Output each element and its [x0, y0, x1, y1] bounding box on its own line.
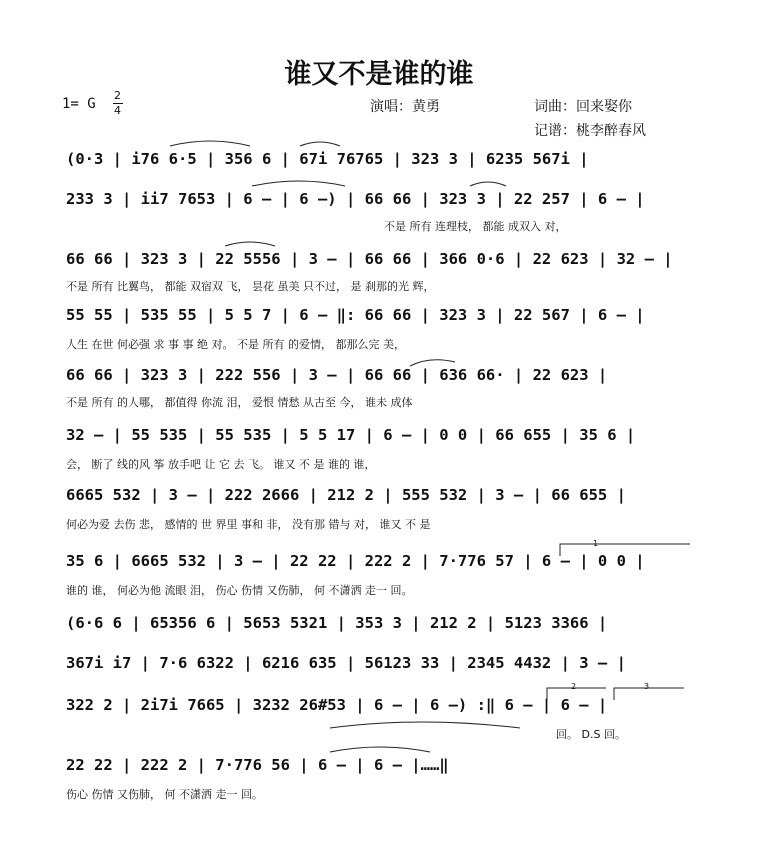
score-row-12	[0, 756, 758, 812]
song-title: 谁又不是谁的谁	[284, 59, 474, 90]
music-line: 32 – | 55 535 | 55 535 | 5 5 17 | 6 – | 0 0 | 66 655 | 35 6 |	[66, 426, 636, 444]
music-line: 66 66 | 323 3 | 222 556 | 3 – | 66 66 | 636 66· | 22 623 |	[66, 366, 608, 384]
music-line: 66 66 | 323 3 | 22 5556 | 3 – | 66 66 | 366 0·6 | 22 623 | 32 – |	[66, 250, 673, 268]
key-signature: 1= G	[62, 96, 96, 112]
score-row-4	[0, 306, 758, 362]
music-line: 35 6 | 6665 532 | 3 – | 22 22 | 222 2 | 7·776 57 | 6 – | 0 0 |	[66, 552, 645, 570]
volta-1-label: 1	[593, 539, 599, 548]
lyric-line: 人生 在世 何必强 求 事 事 绝 对。 不是 所有 的爱情， 都那么完 美，	[66, 338, 405, 351]
volta-2-label: 2	[571, 682, 577, 691]
music-line: (0·3 | i76 6·5 | 356 6 | 67i 76765 | 323 3 | 6235 567i |	[66, 150, 589, 168]
volta-3-label: 3	[644, 682, 650, 691]
lyric-line: 回。 D.S 回。	[556, 728, 626, 741]
music-line: (6·6 6 | 65356 6 | 5653 5321 | 353 3 | 212 2 | 5123 3366 |	[66, 614, 608, 632]
lyric-line: 不是 所有 比翼鸟， 都能 双宿双 飞， 昙花 虽美 只不过， 是 刹那的光 辉，	[66, 280, 435, 293]
music-line: 322 2 | 2i7i 7665 | 3232 26#53 | 6 – | 6 –) :‖ 6 – | 6 – |	[66, 696, 608, 714]
slur	[300, 142, 340, 146]
score-row-8	[0, 552, 758, 608]
score-row-6	[0, 426, 758, 482]
music-line: 55 55 | 535 55 | 5 5 7 | 6 – ‖: 66 66 | 323 3 | 22 567 | 6 – |	[66, 306, 645, 324]
lyric-line: 伤心 伤情 又伤肺， 何 不潇洒 走一 回。	[66, 788, 263, 801]
lyric-line: 会， 断了 线的风 筝 放手吧 让 它 去 飞。 谁又 不 是 谁的 谁，	[66, 458, 376, 471]
score-row-2	[0, 190, 758, 246]
songwriter-credit: 词曲：回来娶你	[534, 99, 632, 115]
time-signature-top: 2	[114, 89, 121, 102]
music-line: 6665 532 | 3 – | 222 2666 | 212 2 | 555 532 | 3 – | 66 655 |	[66, 486, 626, 504]
music-line: 367i i7 | 7·6 6322 | 6216 635 | 56123 33 | 2345 4432 | 3 – |	[66, 654, 626, 672]
lyric-line: 不是 所有 的人哪， 都值得 你流 泪， 爱恨 情愁 从古至 今， 谁未 成体	[66, 396, 413, 409]
music-line: 22 22 | 222 2 | 7·776 56 | 6 – | 6 – |……‖	[66, 756, 449, 774]
lyric-line: 不是 所有 连理枝， 都能 成双入 对，	[384, 220, 567, 233]
transcriber-credit: 记谱：桃李醉春风	[534, 123, 646, 139]
score-row-5	[0, 366, 758, 422]
singer-credit: 演唱：黄勇	[370, 99, 440, 115]
lyric-line: 何必为爱 去伤 悲， 感情的 世 界里 事和 非， 没有那 错与 对， 谁又 不 是	[66, 518, 431, 531]
time-signature-bottom: 4	[114, 104, 121, 117]
lyric-line: 谁的 谁， 何必为他 流眼 泪， 伤心 伤情 又伤肺， 何 不潇洒 走一 回。	[66, 584, 413, 597]
music-line: 233 3 | ii7 7653 | 6 – | 6 –) | 66 66 | 323 3 | 22 257 | 6 – |	[66, 190, 645, 208]
score-row-3	[0, 250, 758, 306]
slur	[170, 141, 250, 146]
score-row-11	[0, 696, 758, 752]
score-row-7	[0, 486, 758, 542]
